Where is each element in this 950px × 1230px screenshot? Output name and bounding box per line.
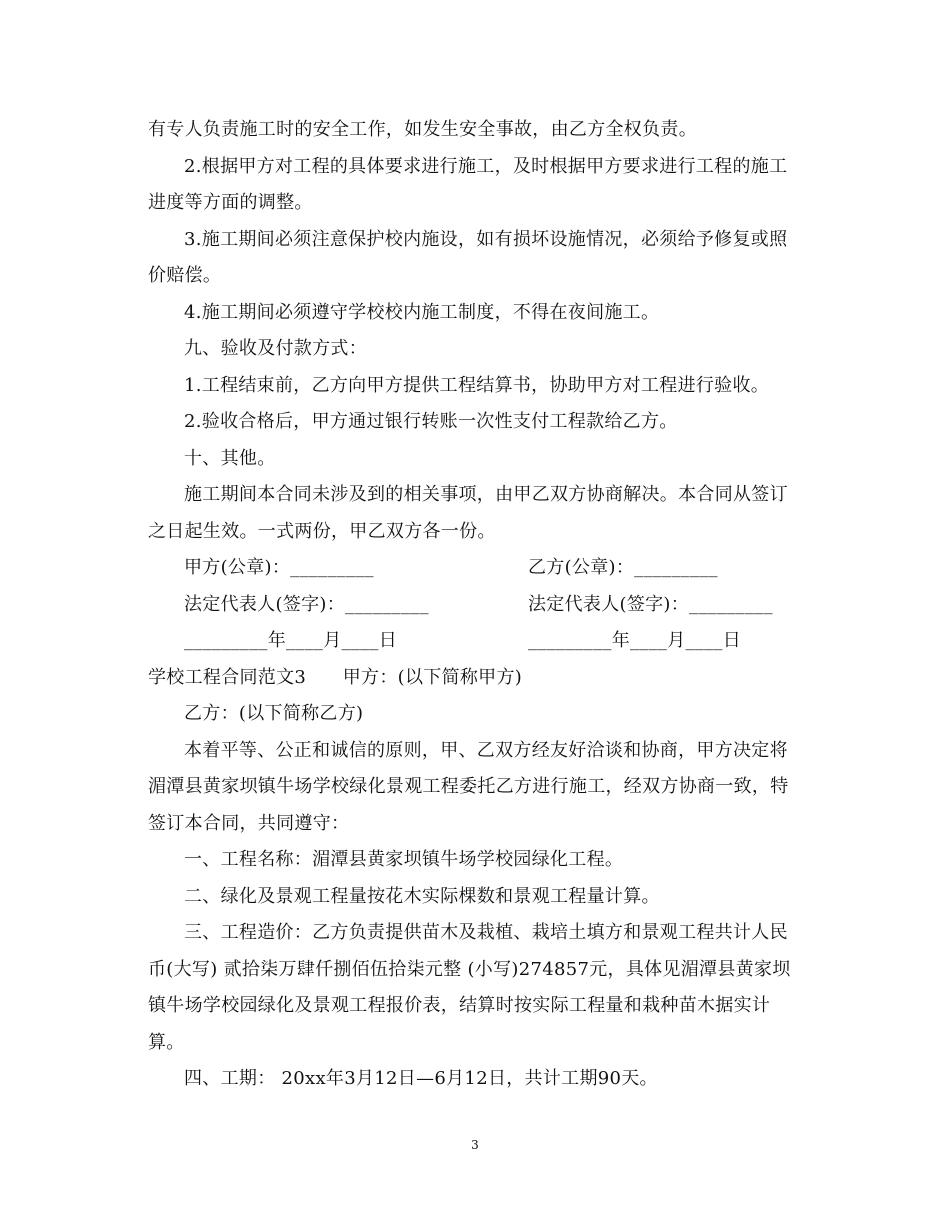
paragraph-line: 价赔偿。 (148, 265, 222, 286)
party-b-seal-field: 乙方(公章)：_________ (528, 557, 718, 578)
paragraph-line: 湄潭县黄家坝镇牛场学校绿化景观工程委托乙方进行施工，经双方协商一致，特 (148, 776, 789, 797)
paragraph-line: 二、绿化及景观工程量按花木实际棵数和景观工程量计算。 (184, 886, 660, 907)
party-a-representative-field: 法定代表人(签字)：_________ (184, 594, 429, 615)
page-number: 3 (471, 1138, 479, 1152)
paragraph-line: 有专人负责施工时的安全工作，如发生安全事故，由乙方全权负责。 (148, 119, 697, 140)
paragraph-line: 2.根据甲方对工程的具体要求进行施工，及时根据甲方要求进行工程的施工 (184, 156, 788, 177)
paragraph-line: 三、工程造价：乙方负责提供苗木及栽植、栽培土填方和景观工程共计人民 (184, 922, 788, 943)
paragraph-line: 2.验收合格后，甲方通过银行转账一次性支付工程款给乙方。 (184, 411, 678, 432)
paragraph-line: 之日起生效。一式两份，甲乙双方各一份。 (148, 521, 496, 542)
party-b-date-field: _________年____月____日 (528, 630, 741, 651)
paragraph-line: 进度等方面的调整。 (148, 192, 313, 213)
section-heading: 十、其他。 (184, 448, 276, 469)
paragraph-line: 1.工程结束前，乙方向甲方提供工程结算书，协助甲方对工程进行验收。 (184, 375, 770, 396)
party-a-seal-field: 甲方(公章)：_________ (184, 557, 374, 578)
paragraph-line: 签订本合同，共同遵守： (148, 813, 350, 834)
paragraph-line: 施工期间本合同未涉及到的相关事项，由甲乙双方协商解决。本合同从签订 (184, 484, 788, 505)
paragraph-line: 乙方：(以下简称乙方) (184, 703, 364, 724)
paragraph-line: 币(大写) 贰拾柒万肆仟捌佰伍拾柒元整 (小写)274857元，具体见湄潭县黄家坝 (148, 959, 791, 980)
section-heading: 九、验收及付款方式： (184, 338, 367, 359)
party-b-representative-field: 法定代表人(签字)：_________ (528, 594, 773, 615)
paragraph-line: 四、工期： 20xx年3月12日—6月12日，共计工期90天。 (184, 1068, 658, 1089)
paragraph-line: 镇牛场学校园绿化及景观工程报价表，结算时按实际工程量和栽种苗木据实计 (148, 995, 771, 1016)
contract-title-line: 学校工程合同范文3 甲方：(以下简称甲方) (148, 667, 523, 688)
paragraph-line: 3.施工期间必须注意保护校内施设，如有损坏设施情况，必须给予修复或照 (184, 229, 788, 250)
paragraph-line: 一、工程名称：湄潭县黄家坝镇牛场学校园绿化工程。 (184, 849, 624, 870)
paragraph-line: 4.施工期间必须遵守学校校内施工制度，不得在夜间施工。 (184, 302, 660, 323)
party-a-date-field: _________年____月____日 (184, 630, 397, 651)
paragraph-line: 算。 (148, 1032, 185, 1053)
paragraph-line: 本着平等、公正和诚信的原则，甲、乙双方经友好洽谈和协商，甲方决定将 (184, 740, 788, 761)
